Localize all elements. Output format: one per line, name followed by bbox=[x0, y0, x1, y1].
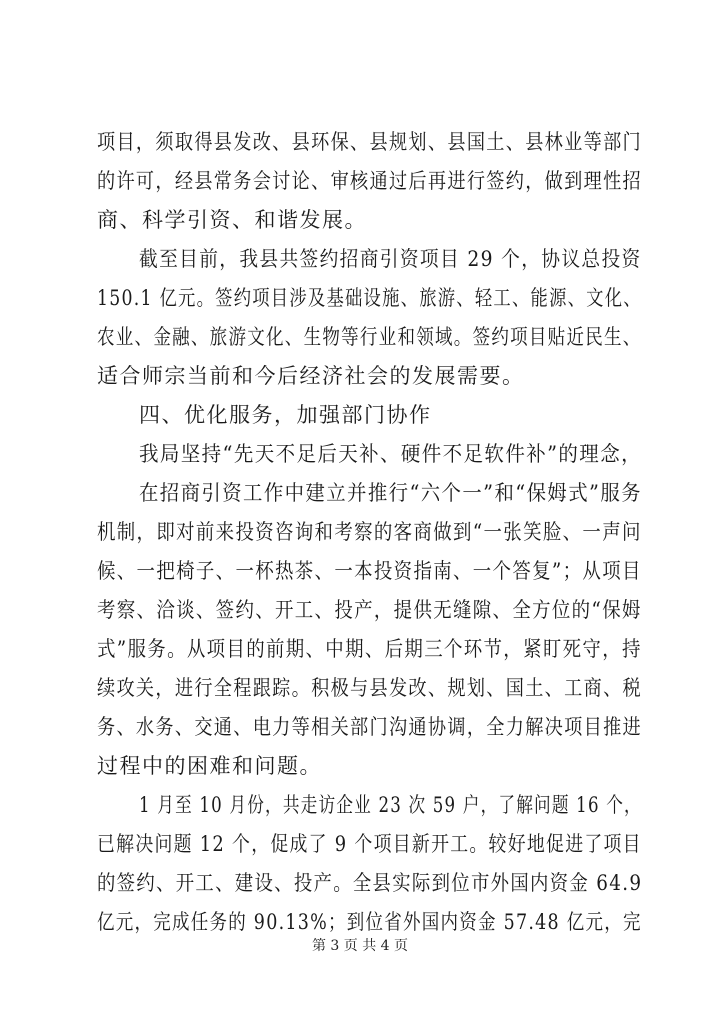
text-line: 在招商引资工作中建立并推行“六个一”和“保姆式”服务 bbox=[139, 481, 642, 505]
text-line: 已解决问题 12 个，促成了 9 个项目新开工。较好地促进了项目 bbox=[97, 832, 642, 856]
text-line: 农业、金融、旅游文化、生物等行业和领域。签约项目贴近民生、 bbox=[97, 325, 642, 349]
text-line: 候、一把椅子、一杯热茶、一本投资指南、一个答复”；从项目 bbox=[97, 559, 642, 583]
text-line: 的签约、开工、建设、投产。全县实际到位市外国内资金 64.9 bbox=[97, 871, 643, 895]
text-line: 我局坚持“先天不足后天补、硬件不足软件补”的理念， bbox=[139, 442, 642, 466]
text-line: 150.1 亿元。签约项目涉及基础设施、旅游、轻工、能源、文化、 bbox=[97, 286, 642, 310]
text-line: 商、科学引资、和谐发展。 bbox=[97, 208, 367, 232]
text-line: 机制，即对前来投资咨询和考察的客商做到“一张笑脸、一声问 bbox=[97, 520, 642, 544]
text-line: 的许可，经县常务会讨论、审核通过后再进行签约，做到理性招 bbox=[97, 169, 643, 193]
page-footer: 第 3 页 共 4 页 bbox=[311, 938, 409, 954]
text-line: 适合师宗当前和今后经济社会的发展需要。 bbox=[97, 364, 525, 388]
text-line: 项目，须取得县发改、县环保、县规划、县国土、县林业等部门 bbox=[97, 130, 643, 154]
text-line: 考察、洽谈、签约、开工、投产，提供无缝隙、全方位的“保姆 bbox=[97, 598, 642, 622]
text-line: 截至目前，我县共签约招商引资项目 29 个，协议总投资 bbox=[139, 247, 642, 271]
text-line: 续攻关，进行全程跟踪。积极与县发改、规划、国土、工商、税 bbox=[97, 676, 643, 700]
text-line: 过程中的困难和问题。 bbox=[97, 754, 322, 778]
text-line: 务、水务、交通、电力等相关部门沟通协调，全力解决项目推进 bbox=[97, 715, 643, 739]
text-line: 式”服务。从项目的前期、中期、后期三个环节，紧盯死守，持 bbox=[97, 637, 642, 661]
text-line: 亿元，完成任务的 90.13%；到位省外国内资金 57.48 亿元，完 bbox=[97, 910, 642, 934]
text-line: 1 月至 10 月份，共走访企业 23 次 59 户，了解问题 16 个， bbox=[139, 793, 642, 817]
section-heading: 四、优化服务，加强部门协作 bbox=[139, 403, 432, 427]
